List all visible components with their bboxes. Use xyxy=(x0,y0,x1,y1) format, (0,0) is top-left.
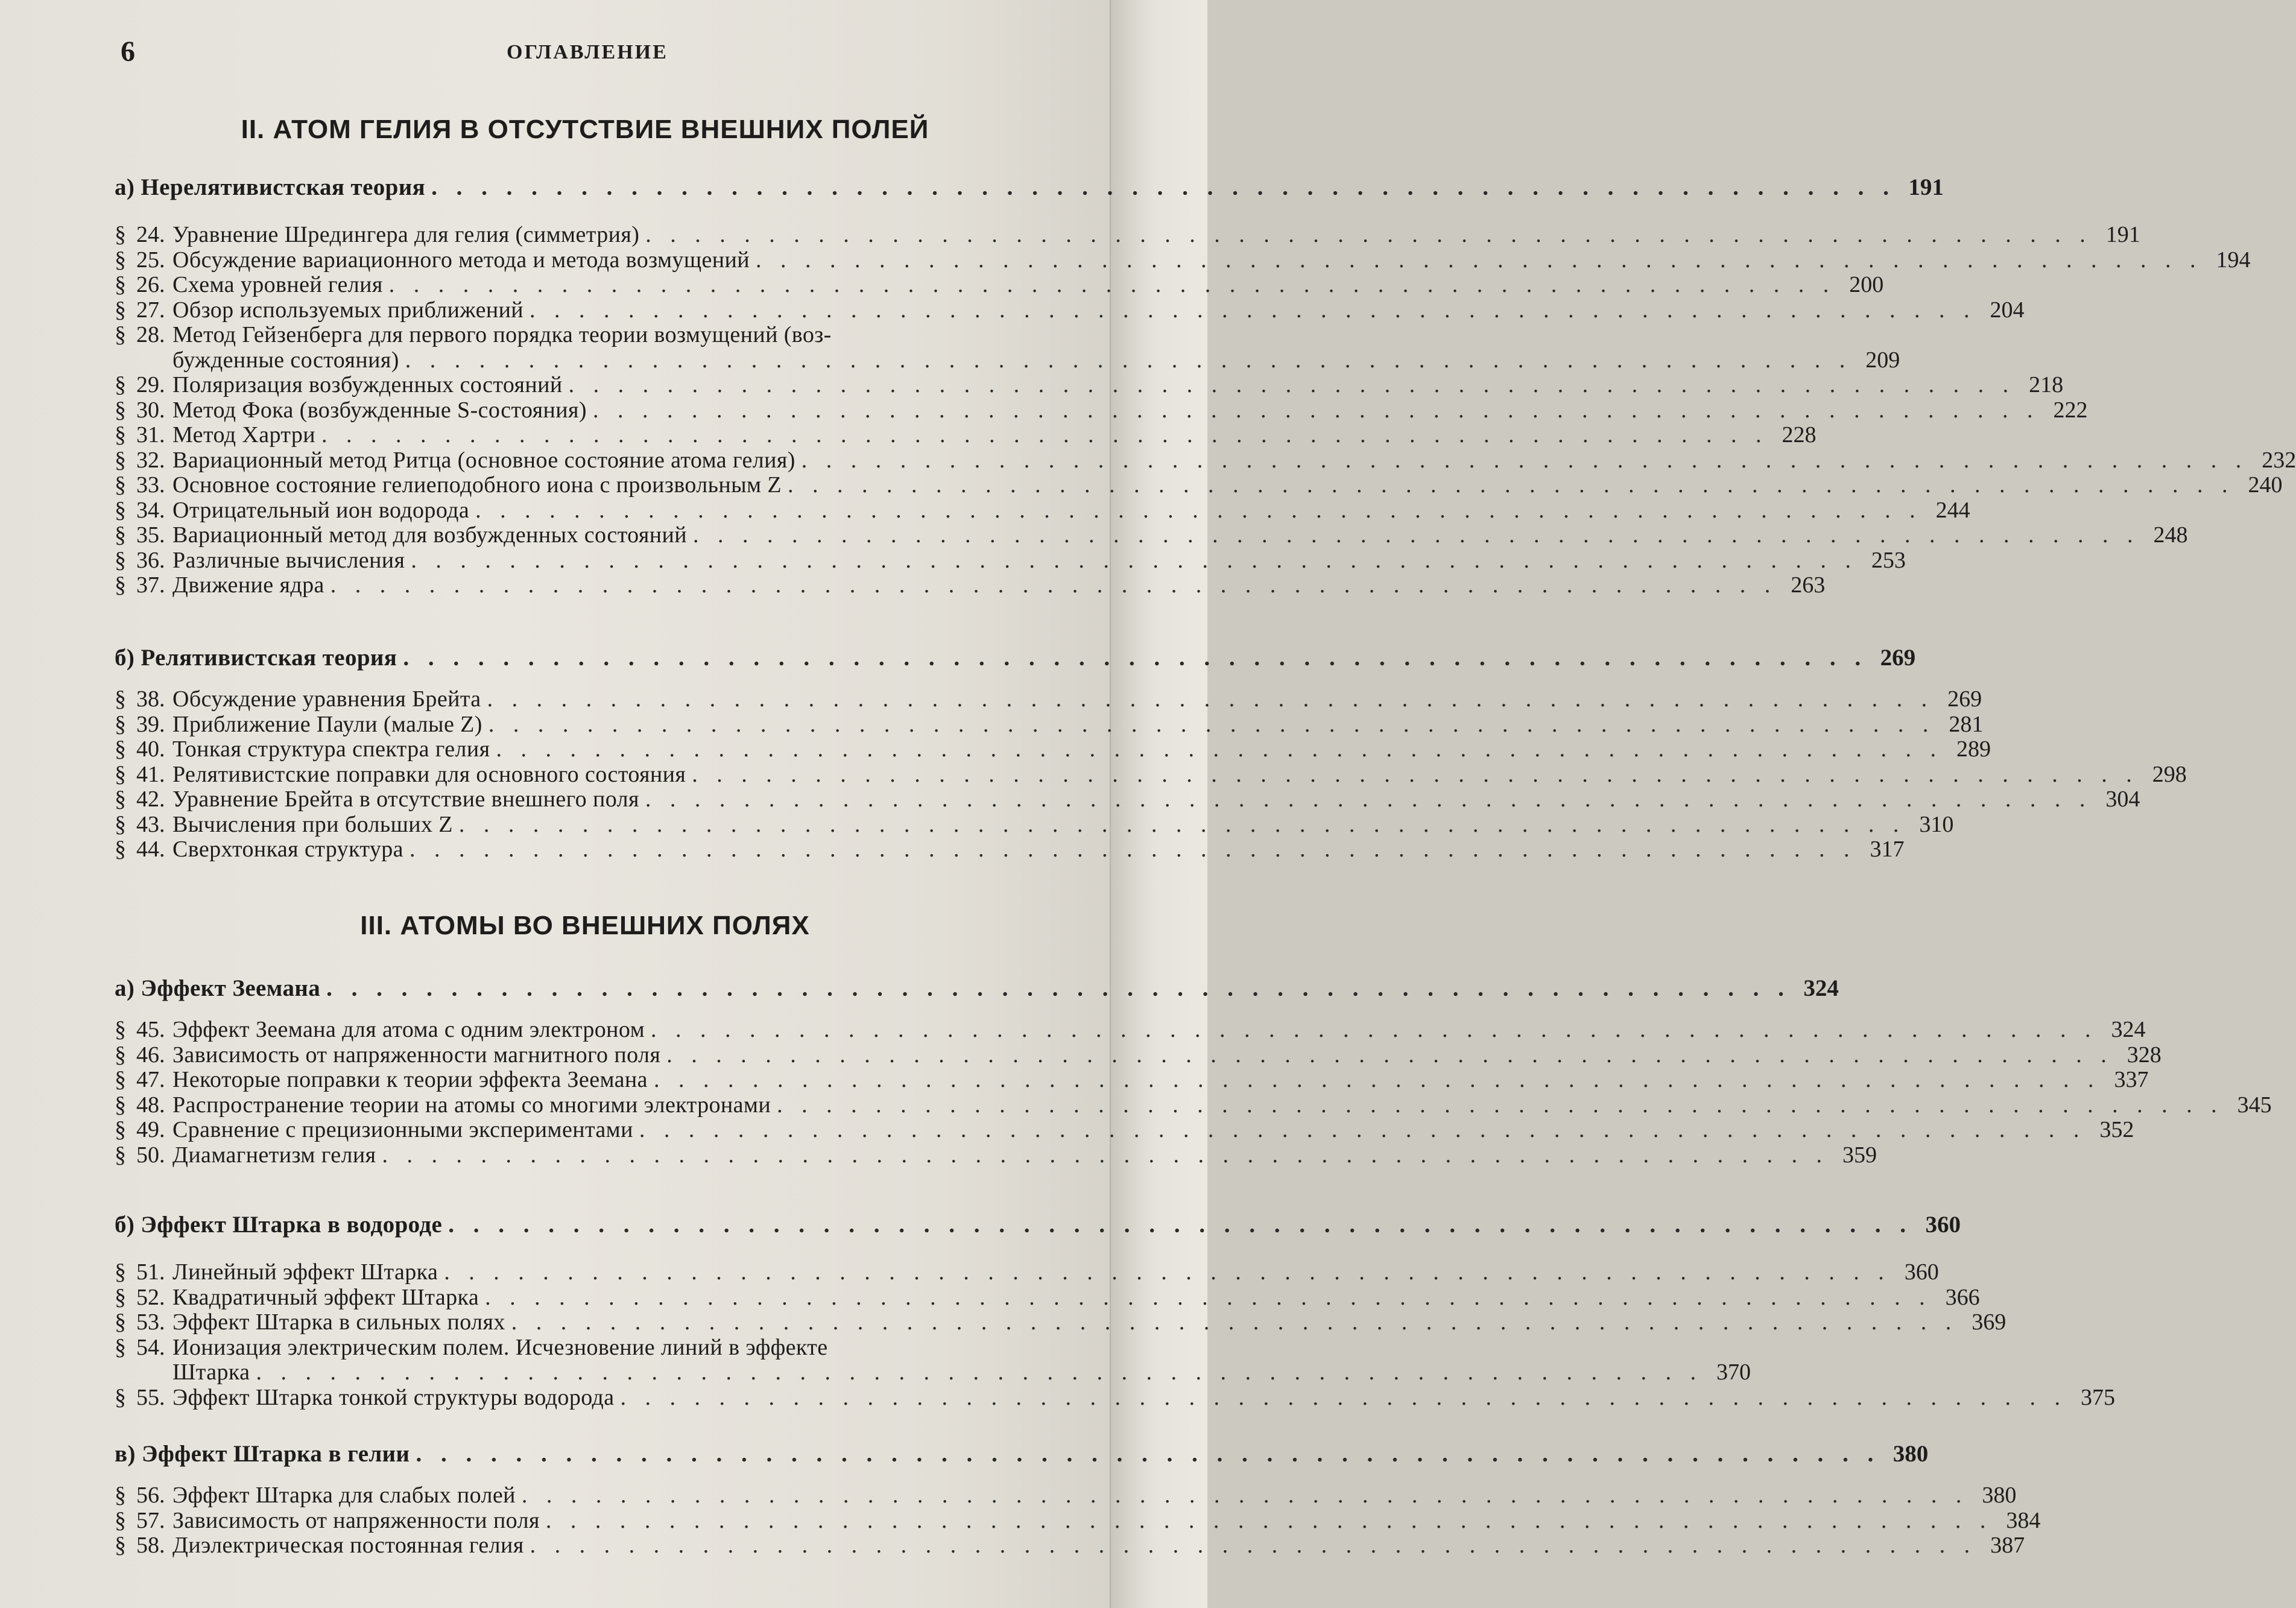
entry-title: Вариационный метод для возбужденных состояний xyxy=(172,522,687,548)
toc-entry[interactable] xyxy=(115,1067,2149,1092)
dot-leader: . . . . . . . . . . . . . . . . . . . . . . . . . . . . . . . . . . . . . . . . . . . . . . . . . . . . . . . . . . . xyxy=(592,397,2040,423)
dot-leader: . . . . . . . . . . . . . . . . . . . . . . . . . . . . . . . . . . . . . . . . . . . . . . . . . . . . . . . . . . . xyxy=(801,447,2248,473)
dot-leader: . . . . . . . . . . . . . . . . . . . . . . . . . . . . . . . . . . . . . . . . . . . . . . . . . . . . . . . . . . . xyxy=(388,272,1836,297)
toc-entry[interactable] xyxy=(115,1117,2134,1142)
subsection-label: в) Эффект Штарка в гелии xyxy=(115,1441,410,1467)
toc-entry[interactable] xyxy=(115,1284,1980,1310)
toc-entry[interactable] xyxy=(115,472,2283,498)
entry-title: Зависимость от напряженности магнитного поля xyxy=(172,1042,661,1068)
toc-entry[interactable] xyxy=(115,372,2064,397)
dot-leader: . . . . . . . . . . . . . . . . . . . . . . . . . . . . . . . . . . . . . . . . . . . . . . . . . . . . . . . . . . . xyxy=(256,1360,1703,1385)
toc-entry[interactable] xyxy=(115,811,1954,837)
section-sign: § xyxy=(115,1092,126,1118)
dot-leader: . . . . . . . . . . . . . . . . . . . . . . . . . . . . . . . . . . . . . . . . . . . . . . . . . . . . . . . . . . . xyxy=(653,1067,2101,1092)
entry-title: Основное состояние гелиеподобного иона с произвольным Z xyxy=(172,472,782,498)
section-number: 48. xyxy=(136,1092,165,1118)
toc-entry[interactable] xyxy=(115,686,1982,712)
section-sign: § xyxy=(115,372,126,397)
entry-title: Эффект Штарка в сильных полях xyxy=(172,1309,505,1335)
section-sign: § xyxy=(115,811,126,837)
toc-entry[interactable] xyxy=(115,1042,2162,1068)
entry-title: Сверхтонкая структура xyxy=(172,837,403,862)
dot-leader: . . . . . . . . . . . . . . . . . . . . . . . . . . . . . . . . . . . . . . . . . . . . . . . . . . . . . . . . . . . xyxy=(620,1384,2067,1410)
section-number: 30. xyxy=(136,397,165,423)
section-number: 28. xyxy=(136,322,165,347)
entry-title: Эффект Штарка тонкой структуры водорода xyxy=(172,1384,615,1410)
dot-leader: . . . . . . . . . . . . . . . . . . . . . . . . . . . . . . . . . . . . . . . . . . . . . . . . . . . . . . . . . . . xyxy=(330,572,1777,598)
entry-title: Диамагнетизм гелия xyxy=(172,1142,376,1168)
page-ref: 369 xyxy=(1972,1309,2007,1335)
subsection-heading[interactable] xyxy=(115,645,1916,671)
dot-leader: . . . . . . . . . . . . . . . . . . . . . . . . . . . . . . . . . . . . . . . . . . . . . . . . . . . . . . . . . . . xyxy=(645,222,2092,247)
section-sign: § xyxy=(115,761,126,787)
section-sign: § xyxy=(115,1334,126,1360)
page-ref: 370 xyxy=(1716,1360,1751,1385)
running-head: ОГЛАВЛЕНИЕ xyxy=(507,41,668,63)
section-number: 26. xyxy=(136,272,165,297)
section-number: 45. xyxy=(136,1017,165,1042)
section-number: 57. xyxy=(136,1507,165,1533)
section-number: 39. xyxy=(136,711,165,737)
page-ref: 324 xyxy=(2111,1017,2146,1042)
entry-title: Сравнение с прецизионными экспериментами xyxy=(172,1117,633,1142)
dot-leader: . . . . . . . . . . . . . . . . . . . . . . . . . . . . . . . . . . . . . . . . . . . . . . . . . . . . . . . . . . . xyxy=(431,174,1896,200)
section-sign: § xyxy=(115,222,126,247)
toc-entry[interactable] xyxy=(115,547,1906,573)
section-number: 27. xyxy=(136,297,165,323)
section-number: 29. xyxy=(136,372,165,397)
dot-leader: . . . . . . . . . . . . . . . . . . . . . . . . . . . . . . . . . . . . . . . . . . . . . . . . . . . . . . . . . . . xyxy=(326,975,1791,1001)
page-ref: 200 xyxy=(1849,272,1884,297)
entry-title: Диэлектрическая постоянная гелия xyxy=(172,1533,524,1558)
page-ref: 359 xyxy=(1842,1142,1877,1168)
subsection-heading[interactable] xyxy=(115,975,1839,1001)
entry-title: Приближение Паули (малые Z) xyxy=(172,711,482,737)
section-sign: § xyxy=(115,1117,126,1142)
toc-entry[interactable] xyxy=(115,761,2187,787)
page-ref: 244 xyxy=(1935,497,1970,523)
section-number: 47. xyxy=(136,1067,165,1092)
toc-entry-continuation[interactable] xyxy=(115,347,1900,373)
dot-leader: . . . . . . . . . . . . . . . . . . . . . . . . . . . . . . . . . . . . . . . . . . . . . . . . . . . . . . . . . . . xyxy=(692,522,2140,548)
toc-entry[interactable] xyxy=(115,522,2188,548)
entry-title: Тонкая структура спектра гелия xyxy=(172,736,490,762)
section-sign: § xyxy=(115,322,126,347)
page-ref: 384 xyxy=(2006,1507,2041,1533)
dot-leader: . . . . . . . . . . . . . . . . . . . . . . . . . . . . . . . . . . . . . . . . . . . . . . . . . . . . . . . . . . . xyxy=(409,837,1856,862)
page-ref: 304 xyxy=(2105,787,2140,812)
section-sign: § xyxy=(115,297,126,323)
page-ref: 328 xyxy=(2127,1042,2162,1068)
toc-entry[interactable] xyxy=(115,1092,2272,1118)
page-ref: 222 xyxy=(2053,397,2088,423)
section-sign: § xyxy=(115,472,126,498)
section-sign: § xyxy=(115,837,126,862)
page-ref: 191 xyxy=(1908,174,1944,200)
dot-leader: . . . . . . . . . . . . . . . . . . . . . . . . . . . . . . . . . . . . . . . . . . . . . . . . . . . . . . . . . . . xyxy=(458,811,1906,837)
page-ref: 298 xyxy=(2152,761,2187,787)
entry-title: Движение ядра xyxy=(172,572,324,598)
section-sign: § xyxy=(115,447,126,473)
subsection-heading[interactable] xyxy=(115,1441,1929,1467)
section-number: 51. xyxy=(136,1259,165,1285)
entry-title: Вариационный метод Ритца (основное состояние атома гелия) xyxy=(172,447,795,473)
section-sign: § xyxy=(115,497,126,523)
subsection-label: б) Релятивистская теория xyxy=(115,645,397,671)
subsection-label: б) Эффект Штарка в водороде xyxy=(115,1212,443,1238)
page-ref: 263 xyxy=(1791,572,1826,598)
entry-title: Уравнение Шредингера для гелия (симметрия) xyxy=(172,222,640,247)
part-title: III. АТОМЫ ВО ВНЕШНИХ ПОЛЯХ xyxy=(360,911,810,940)
entry-title: Уравнение Брейта в отсутствие внешнего поля xyxy=(172,787,639,812)
entry-title: Метод Гейзенберга для первого порядка теории возмущений (воз- xyxy=(172,322,832,347)
dot-leader: . . . . . . . . . . . . . . . . . . . . . . . . . . . . . . . . . . . . . . . . . . . . . . . . . . . . . . . . . . . xyxy=(444,1259,1891,1285)
section-sign: § xyxy=(115,1284,126,1310)
entry-title: Обсуждение уравнения Брейта xyxy=(172,686,481,712)
page-ref: 366 xyxy=(1945,1284,1980,1310)
entry-title: Схема уровней гелия xyxy=(172,272,383,297)
entry-title: Релятивистские поправки для основного состояния xyxy=(172,761,686,787)
entry-title: Вычисления при больших Z xyxy=(172,811,453,837)
toc-entry[interactable] xyxy=(115,1017,2146,1042)
page-ref: 269 xyxy=(1880,645,1916,671)
section-number: 52. xyxy=(136,1284,165,1310)
section-sign: § xyxy=(115,1483,126,1508)
page-ref: 194 xyxy=(2216,247,2251,273)
entry-title: Эффект Зеемана для атома с одним электроном xyxy=(172,1017,645,1042)
toc-entry[interactable] xyxy=(115,736,1991,762)
toc-entry[interactable] xyxy=(115,1335,1055,1360)
section-sign: § xyxy=(115,1259,126,1285)
toc-entry[interactable] xyxy=(115,422,1817,448)
toc-entry[interactable] xyxy=(115,397,2088,423)
toc-entry[interactable] xyxy=(115,1483,2017,1508)
subsection-heading[interactable] xyxy=(115,1212,1961,1238)
page-ref: 375 xyxy=(2081,1384,2116,1410)
entry-title: Обсуждение вариационного метода и метода возмущений xyxy=(172,247,750,273)
section-number: 46. xyxy=(136,1042,165,1068)
subsection-heading[interactable] xyxy=(115,174,1944,200)
dot-leader: . . . . . . . . . . . . . . . . . . . . . . . . . . . . . . . . . . . . . . . . . . . . . . . . . . . . . . . . . . . xyxy=(545,1507,1993,1533)
dot-leader: . . . . . . . . . . . . . . . . . . . . . . . . . . . . . . . . . . . . . . . . . . . . . . . . . . . . . . . . . . . xyxy=(777,1092,2224,1118)
section-number: 43. xyxy=(136,811,165,837)
entry-title: Отрицательный ион водорода xyxy=(172,497,470,523)
dot-leader: . . . . . . . . . . . . . . . . . . . . . . . . . . . . . . . . . . . . . . . . . . . . . . . . . . . . . . . . . . . xyxy=(692,761,2139,787)
dot-leader: . . . . . . . . . . . . . . . . . . . . . . . . . . . . . . . . . . . . . . . . . . . . . . . . . . . . . . . . . . . xyxy=(788,472,2234,498)
page-ref: 360 xyxy=(1904,1259,1939,1285)
toc-entry[interactable] xyxy=(115,322,1055,347)
page-ref: 337 xyxy=(2114,1067,2149,1092)
section-sign: § xyxy=(115,711,126,737)
section-number: 49. xyxy=(136,1117,165,1142)
page-ref: 191 xyxy=(2105,222,2140,247)
page-number: 6 xyxy=(121,36,135,68)
toc-entry[interactable] xyxy=(115,572,1826,598)
page-ref: 248 xyxy=(2153,522,2188,548)
page-ref: 345 xyxy=(2237,1092,2272,1118)
page-ref: 232 xyxy=(2262,447,2296,473)
section-sign: § xyxy=(115,397,126,423)
dot-leader: . . . . . . . . . . . . . . . . . . . . . . . . . . . . . . . . . . . . . . . . . . . . . . . . . . . . . . . . . . . xyxy=(521,1483,1969,1508)
toc-entry[interactable] xyxy=(115,222,2140,247)
section-sign: § xyxy=(115,247,126,273)
entry-title: Квадратичный эффект Штарка xyxy=(172,1284,479,1310)
page-ref: 228 xyxy=(1782,422,1817,448)
section-number: 40. xyxy=(136,736,165,762)
entry-title: Линейный эффект Штарка xyxy=(172,1259,438,1285)
toc-entry[interactable] xyxy=(115,497,1970,523)
section-number: 36. xyxy=(136,547,165,573)
entry-title: Обзор используемых приближений xyxy=(172,297,524,323)
section-sign: § xyxy=(115,1533,126,1558)
entry-title: Эффект Штарка для слабых полей xyxy=(172,1483,516,1508)
section-number: 58. xyxy=(136,1533,165,1558)
entry-title: Метод Фока (возбужденные S-состояния) xyxy=(172,397,587,423)
page-ref: 281 xyxy=(1949,711,1984,737)
section-number: 33. xyxy=(136,472,165,498)
section-number: 55. xyxy=(136,1384,165,1410)
subsection-label: а) Эффект Зеемана xyxy=(115,975,321,1001)
toc-entry[interactable] xyxy=(115,711,1984,737)
dot-leader: . . . . . . . . . . . . . . . . . . . . . . . . . . . . . . . . . . . . . . . . . . . . . . . . . . . . . . . . . . . xyxy=(755,247,2203,273)
section-sign: § xyxy=(115,422,126,448)
page-ref: 380 xyxy=(1982,1483,2017,1508)
page-ref: 204 xyxy=(1990,297,2025,323)
entry-title: Метод Хартри xyxy=(172,422,316,448)
entry-title: Некоторые поправки к теории эффекта Зеемана xyxy=(172,1067,648,1092)
entry-title: Ионизация электрическим полем. Исчезновение линий в эффекте xyxy=(172,1334,828,1360)
dot-leader: . . . . . . . . . . . . . . . . . . . . . . . . . . . . . . . . . . . . . . . . . . . . . . . . . . . . . . . . . . . xyxy=(568,372,2016,397)
dot-leader: . . . . . . . . . . . . . . . . . . . . . . . . . . . . . . . . . . . . . . . . . . . . . . . . . . . . . . . . . . . xyxy=(639,1117,2086,1142)
toc-entry[interactable] xyxy=(115,272,1884,297)
dot-leader: . . . . . . . . . . . . . . . . . . . . . . . . . . . . . . . . . . . . . . . . . . . . . . . . . . . . . . . . . . . xyxy=(403,645,1868,671)
section-sign: § xyxy=(115,736,126,762)
page-ref: 317 xyxy=(1870,837,1905,862)
section-number: 42. xyxy=(136,787,165,812)
part-title: II. АТОМ ГЕЛИЯ В ОТСУТСТВИЕ ВНЕШНИХ ПОЛЕЙ xyxy=(241,115,929,144)
page-ref: 289 xyxy=(1956,736,1991,762)
section-number: 56. xyxy=(136,1483,165,1508)
dot-leader: . . . . . . . . . . . . . . . . . . . . . . . . . . . . . . . . . . . . . . . . . . . . . . . . . . . . . . . . . . . xyxy=(666,1042,2113,1068)
page-ref: 324 xyxy=(1803,975,1839,1001)
subsection-label: а) Нерелятивистская теория xyxy=(115,174,426,200)
section-sign: § xyxy=(115,686,126,712)
section-number: 54. xyxy=(136,1334,165,1360)
dot-leader: . . . . . . . . . . . . . . . . . . . . . . . . . . . . . . . . . . . . . . . . . . . . . . . . . . . . . . . . . . . xyxy=(487,686,1934,712)
section-number: 38. xyxy=(136,686,165,712)
section-number: 35. xyxy=(136,522,165,548)
toc-entry[interactable] xyxy=(115,1533,2025,1558)
section-sign: § xyxy=(115,1507,126,1533)
section-sign: § xyxy=(115,572,126,598)
toc-entry[interactable] xyxy=(115,837,1905,862)
page-ref: 352 xyxy=(2099,1117,2134,1142)
section-number: 44. xyxy=(136,837,165,862)
dot-leader: . . . . . . . . . . . . . . . . . . . . . . . . . . . . . . . . . . . . . . . . . . . . . . . . . . . . . . . . . . . xyxy=(321,422,1768,448)
section-sign: § xyxy=(115,1384,126,1410)
dot-leader: . . . . . . . . . . . . . . . . . . . . . . . . . . . . . . . . . . . . . . . . . . . . . . . . . . . . . . . . . . . xyxy=(511,1309,1958,1335)
toc-entry[interactable] xyxy=(115,787,2140,812)
section-sign: § xyxy=(115,547,126,573)
dot-leader: . . . . . . . . . . . . . . . . . . . . . . . . . . . . . . . . . . . . . . . . . . . . . . . . . . . . . . . . . . . xyxy=(448,1212,1912,1238)
toc-entry[interactable] xyxy=(115,297,2025,323)
entry-title: Распространение теории на атомы со многими электронами xyxy=(172,1092,771,1118)
entry-title: Различные вычисления xyxy=(172,547,405,573)
toc-entry[interactable] xyxy=(115,1507,2041,1533)
toc-entry[interactable] xyxy=(115,1259,1939,1285)
dot-leader: . . . . . . . . . . . . . . . . . . . . . . . . . . . . . . . . . . . . . . . . . . . . . . . . . . . . . . . . . . . xyxy=(488,711,1935,737)
toc-entry[interactable] xyxy=(115,1142,1877,1168)
page-ref: 310 xyxy=(1919,811,1954,837)
entry-title: Зависимость от напряженности поля xyxy=(172,1507,540,1533)
section-sign: § xyxy=(115,1067,126,1092)
section-sign: § xyxy=(115,787,126,812)
section-number: 37. xyxy=(136,572,165,598)
section-sign: § xyxy=(115,1042,126,1068)
dot-leader: . . . . . . . . . . . . . . . . . . . . . . . . . . . . . . . . . . . . . . . . . . . . . . . . . . . . . . . . . . . xyxy=(530,297,1976,323)
dot-leader: . . . . . . . . . . . . . . . . . . . . . . . . . . . . . . . . . . . . . . . . . . . . . . . . . . . . . . . . . . . xyxy=(382,1142,1829,1168)
entry-title-continuation: бужденные состояния) xyxy=(172,347,399,373)
page-ref: 269 xyxy=(1947,686,1982,712)
page-ref: 380 xyxy=(1893,1441,1929,1467)
section-sign: § xyxy=(115,1142,126,1168)
toc-entry[interactable] xyxy=(115,1384,2116,1410)
dot-leader: . . . . . . . . . . . . . . . . . . . . . . . . . . . . . . . . . . . . . . . . . . . . . . . . . . . . . . . . . . . xyxy=(645,787,2092,812)
dot-leader: . . . . . . . . . . . . . . . . . . . . . . . . . . . . . . . . . . . . . . . . . . . . . . . . . . . . . . . . . . . xyxy=(651,1017,2098,1042)
page-ref: 387 xyxy=(1990,1533,2025,1558)
page-ref: 240 xyxy=(2248,472,2283,498)
page-ref: 253 xyxy=(1871,547,1906,573)
toc-entry[interactable] xyxy=(115,1309,2007,1335)
section-number: 34. xyxy=(136,497,165,523)
toc-entry[interactable] xyxy=(115,247,2251,273)
section-number: 31. xyxy=(136,422,165,448)
toc-entry[interactable] xyxy=(115,447,2296,473)
dot-leader: . . . . . . . . . . . . . . . . . . . . . . . . . . . . . . . . . . . . . . . . . . . . . . . . . . . . . . . . . . . xyxy=(530,1533,1977,1558)
page-ref: 360 xyxy=(1925,1212,1961,1238)
entry-title: Поляризация возбужденных состояний xyxy=(172,372,563,397)
page-ref: 209 xyxy=(1865,347,1900,373)
section-sign: § xyxy=(115,1017,126,1042)
section-number: 41. xyxy=(136,761,165,787)
dot-leader: . . . . . . . . . . . . . . . . . . . . . . . . . . . . . . . . . . . . . . . . . . . . . . . . . . . . . . . . . . . xyxy=(411,547,1858,573)
section-number: 50. xyxy=(136,1142,165,1168)
section-number: 25. xyxy=(136,247,165,273)
dot-leader: . . . . . . . . . . . . . . . . . . . . . . . . . . . . . . . . . . . . . . . . . . . . . . . . . . . . . . . . . . . xyxy=(405,347,1852,373)
toc-entry-continuation[interactable] xyxy=(115,1360,1751,1385)
dot-leader: . . . . . . . . . . . . . . . . . . . . . . . . . . . . . . . . . . . . . . . . . . . . . . . . . . . . . . . . . . . xyxy=(475,497,1922,523)
section-number: 32. xyxy=(136,447,165,473)
section-number: 53. xyxy=(136,1309,165,1335)
section-sign: § xyxy=(115,522,126,548)
section-number: 24. xyxy=(136,222,165,247)
dot-leader: . . . . . . . . . . . . . . . . . . . . . . . . . . . . . . . . . . . . . . . . . . . . . . . . . . . . . . . . . . . xyxy=(485,1284,1932,1310)
dot-leader: . . . . . . . . . . . . . . . . . . . . . . . . . . . . . . . . . . . . . . . . . . . . . . . . . . . . . . . . . . . xyxy=(496,736,1943,762)
section-sign: § xyxy=(115,1309,126,1335)
page-ref: 218 xyxy=(2029,372,2064,397)
entry-title-continuation: Штарка xyxy=(172,1360,250,1385)
dot-leader: . . . . . . . . . . . . . . . . . . . . . . . . . . . . . . . . . . . . . . . . . . . . . . . . . . . . . . . . . . . xyxy=(416,1441,1880,1467)
section-sign: § xyxy=(115,272,126,297)
